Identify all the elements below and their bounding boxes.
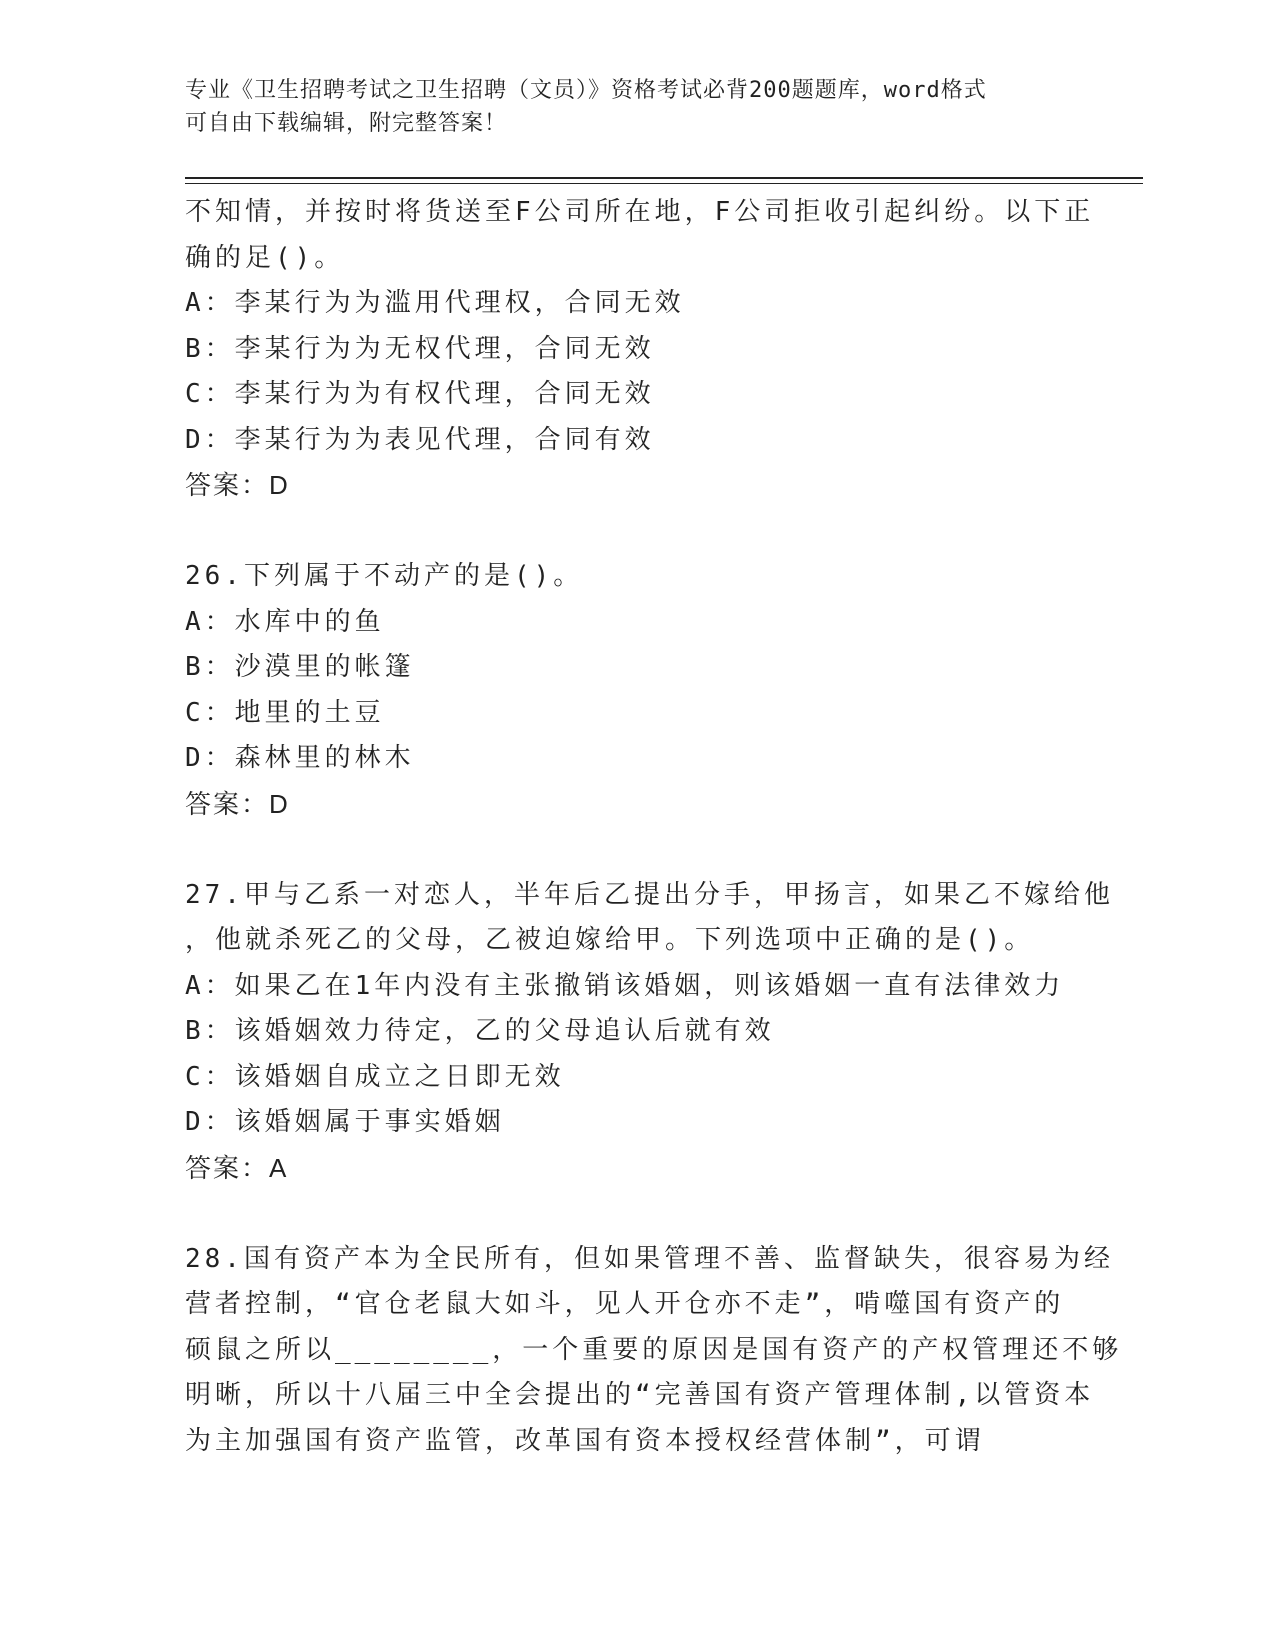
question-27-answer: 答案：A <box>185 1152 289 1183</box>
question-26-answer: 答案：D <box>185 788 290 819</box>
question-26-option-d: D：森林里的林木 <box>185 743 415 773</box>
question-28-text-3: 硕鼠之所以________，一个重要的原因是国有资产的产权管理还不够 <box>185 1334 1123 1365</box>
header-divider-thin <box>185 183 1143 184</box>
question-27-option-c: C：该婚姻自成立之日即无效 <box>185 1061 565 1092</box>
question-25-text-1: 不知情，并按时将货送至F公司所在地，F公司拒收引起纠纷。以下正 <box>185 197 1095 227</box>
question-27-text-2: ，他就杀死乙的父母，乙被迫嫁给甲。下列选项中正确的是()。 <box>185 925 1035 955</box>
header-line-1: 专业《卫生招聘考试之卫生招聘（文员）》资格考试必背200题题库，word格式 <box>185 78 987 103</box>
question-content <box>185 190 1123 1464</box>
question-25-option-c: C：李某行为为有权代理，合同无效 <box>185 379 655 409</box>
question-25-option-d: D：李某行为为表见代理，合同有效 <box>185 424 655 455</box>
question-27-option-b: B：该婚姻效力待定，乙的父母追认后就有效 <box>185 1016 775 1046</box>
header-line-2: 可自由下载编辑，附完整答案！ <box>185 111 508 136</box>
question-25-option-a: A：李某行为为滥用代理权，合同无效 <box>185 288 685 318</box>
question-28-text-1: 28.国有资产本为全民所有，但如果管理不善、监督缺失，很容易为经 <box>185 1243 1114 1274</box>
question-26-option-c: C：地里的土豆 <box>185 697 385 728</box>
question-26-option-a: A：水库中的鱼 <box>185 606 385 637</box>
question-25-text-2: 确的足()。 <box>185 242 345 273</box>
question-28-text-4: 明晰，所以十八届三中全会提出的“完善国有资产管理体制,以管资本 <box>185 1380 1095 1410</box>
question-28-text-2: 营者控制，“官仓老鼠大如斗，见人开仓亦不走”，啃噬国有资产的 <box>185 1289 1065 1319</box>
question-27-option-a: A：如果乙在1年内没有主张撤销该婚姻，则该婚姻一直有法律效力 <box>185 970 1065 1001</box>
header-divider-thick <box>185 177 1143 179</box>
question-25-answer: 答案：D <box>185 470 290 500</box>
question-27-option-d: D：该婚姻属于事实婚姻 <box>185 1107 505 1137</box>
question-27-text-1: 27.甲与乙系一对恋人，半年后乙提出分手，甲扬言，如果乙不嫁给他 <box>185 879 1114 910</box>
question-26-text: 26.下列属于不动产的是()。 <box>185 561 584 591</box>
question-28-text-5: 为主加强国有资产监管，改革国有资本授权经营体制”，可谓 <box>185 1425 985 1456</box>
question-25-option-b: B：李某行为为无权代理，合同无效 <box>185 333 655 364</box>
document-header <box>185 74 1085 140</box>
question-26-option-b: B：沙漠里的帐篷 <box>185 652 415 682</box>
